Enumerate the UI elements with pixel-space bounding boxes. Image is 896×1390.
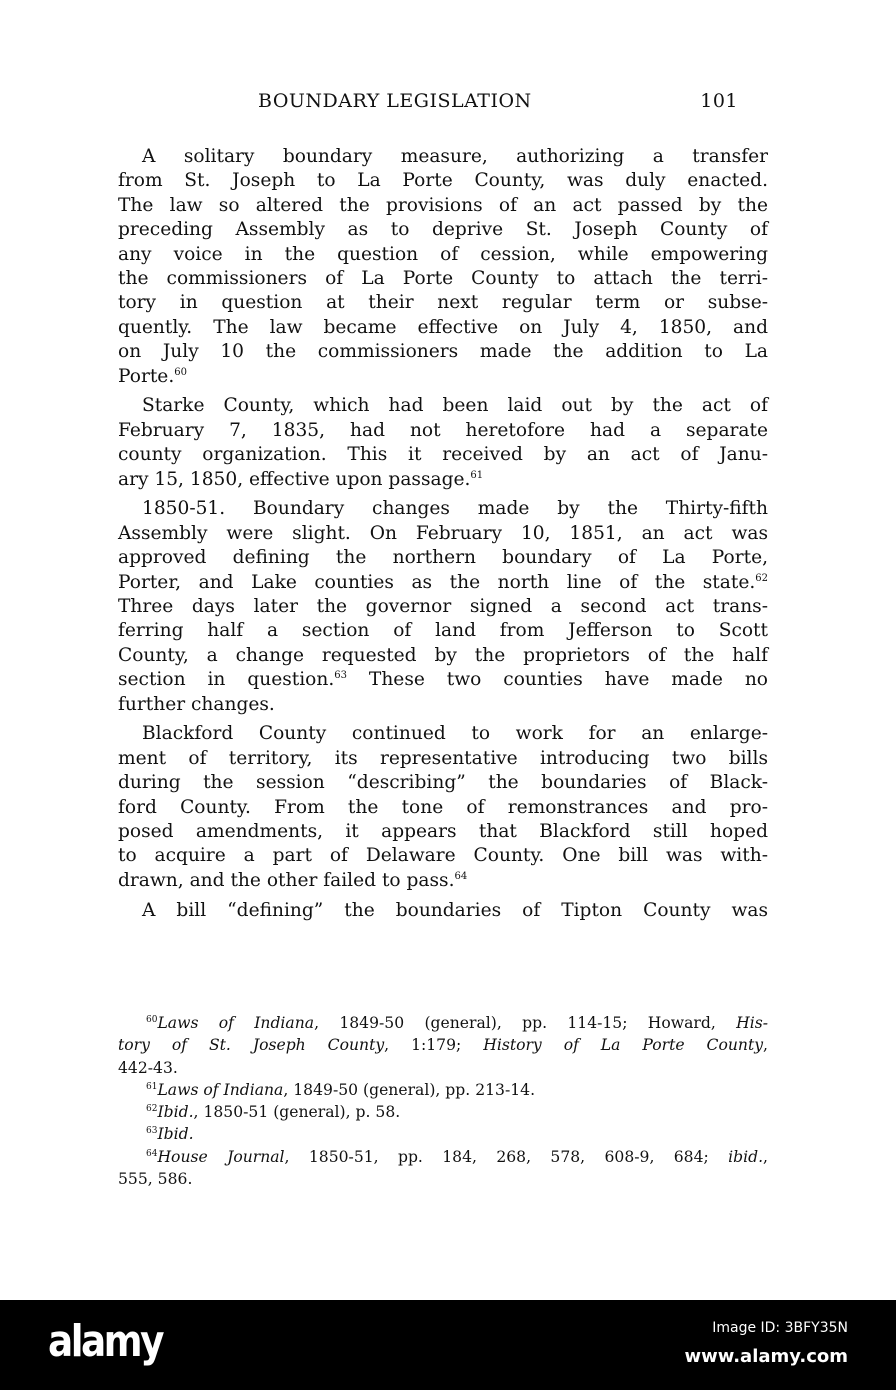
line-text: 1850-51. Boundary changes made by the Thirty-fifth: [142, 498, 768, 520]
footnote-text: History of La Porte County: [483, 1036, 764, 1055]
running-header: [118, 90, 738, 118]
paragraph: [118, 145, 768, 389]
footnote: [118, 1123, 768, 1145]
text-line: [118, 619, 768, 643]
footnote: [118, 1079, 768, 1101]
footnote-number: 63: [146, 1126, 158, 1137]
line-text: Three days later the governor signed a second act trans-: [118, 596, 768, 618]
footnote: [118, 1012, 768, 1079]
footnote-number: 61: [146, 1081, 158, 1092]
text-line: [118, 243, 768, 267]
footnote-ref: 63: [334, 670, 347, 682]
footnote-text: House Journal: [157, 1147, 285, 1166]
line-text: ary 15, 1850, effective upon passage.: [118, 468, 471, 490]
footnote-text: , 1850-51 (general), p. 58.: [193, 1103, 401, 1122]
footnote-text: 442-43.: [118, 1058, 178, 1077]
text-line: [118, 169, 768, 193]
footnote-text: , 1849-50 (general), pp. 213-14.: [283, 1080, 536, 1099]
footnote-number: 62: [146, 1104, 158, 1115]
line-text: during the session “describing” the boundaries of Black-: [118, 772, 768, 794]
footnote-ref: 62: [755, 572, 768, 584]
line-text: These two counties have made no: [347, 669, 768, 691]
line-text: Starke County, which had been laid out by the act of: [142, 395, 768, 417]
footnote-ref: 61: [470, 469, 484, 481]
line-text: drawn, and the other failed to pass.: [118, 869, 455, 891]
text-line: [118, 194, 768, 218]
footnote-ref: 64: [454, 870, 468, 882]
text-line: [118, 419, 768, 443]
paragraph: [118, 722, 768, 893]
text-line: [118, 722, 768, 746]
footnote-line: [118, 1146, 768, 1168]
footnote-line: [118, 1101, 768, 1123]
line-text: Blackford County continued to work for an enlarge-: [142, 723, 768, 745]
line-text: posed amendments, it appears that Blackford still hoped: [118, 821, 768, 843]
footnote-line: [118, 1057, 768, 1079]
line-text: Assembly were slight. On February 10, 1851, an act was: [118, 522, 768, 544]
line-text: ford County. From the tone of remonstrances and pro-: [118, 796, 768, 818]
footnote-ref: 60: [174, 366, 187, 378]
text-line: [118, 291, 768, 315]
page-number: 101: [700, 90, 738, 112]
footnote: [118, 1101, 768, 1123]
footnote-line: [118, 1123, 768, 1145]
text-line: [118, 899, 768, 923]
line-text: ferring half a section of land from Jefferson to Scott: [118, 620, 768, 642]
line-text: section in question.: [118, 669, 335, 691]
text-line: [118, 522, 768, 546]
footnote-text: ibid.: [728, 1147, 764, 1166]
paragraph: [118, 899, 768, 923]
text-line: [118, 747, 768, 771]
text-line: [118, 820, 768, 844]
image-id: Image ID: 3BFY35N: [712, 1320, 848, 1336]
footnote-text: tory of St. Joseph County: [118, 1036, 385, 1055]
line-text: from St. Joseph to La Porte County, was duly enacted.: [118, 170, 768, 192]
footnote-line: [118, 1079, 768, 1101]
text-line: [118, 595, 768, 619]
footnote-text: Ibid.: [157, 1125, 194, 1144]
text-line: [118, 468, 768, 492]
text-line: [118, 218, 768, 242]
line-text: Porte.: [118, 365, 175, 387]
line-text: any voice in the question of cession, while empowering: [118, 243, 768, 265]
text-line: [118, 497, 768, 521]
footnote-number: 60: [146, 1015, 158, 1025]
text-line: [118, 644, 768, 668]
line-text: approved defining the northern boundary of La Porte,: [118, 547, 768, 569]
text-line: [118, 340, 768, 364]
text-line: [118, 267, 768, 291]
line-text: the commissioners of La Porte County to attach the terri-: [118, 267, 768, 289]
footnote-text: His-: [736, 1014, 768, 1032]
alamy-logo: alamy: [48, 1316, 162, 1367]
footnote-line: [118, 1168, 768, 1190]
footnote-text: Ibid.: [157, 1103, 194, 1122]
line-text: County, a change requested by the proprietors of the half: [118, 644, 768, 666]
line-text: county organization. This it received by an act of Janu-: [118, 444, 768, 466]
footnote-number: 64: [146, 1148, 158, 1159]
text-line: [118, 145, 768, 169]
footnote-text: , 1849-50 (general), pp. 114-15; Howard,: [314, 1014, 737, 1032]
line-text: to acquire a part of Delaware County. One bill was with-: [118, 845, 768, 867]
text-line: [118, 668, 768, 692]
line-text: A solitary boundary measure, authorizing a transfer: [142, 146, 768, 167]
text-line: [118, 571, 768, 595]
line-text: quently. The law became effective on July 4, 1850, and: [118, 316, 768, 338]
text-line: [118, 796, 768, 820]
site-url: www.alamy.com: [684, 1346, 848, 1367]
line-text: The law so altered the provisions of an act passed by the: [118, 194, 768, 216]
line-text: further changes.: [118, 693, 275, 715]
footnote-line: [118, 1034, 768, 1056]
text-line: [118, 869, 768, 893]
footnote-text: 555, 586.: [118, 1170, 193, 1189]
running-title: BOUNDARY LEGISLATION: [258, 90, 532, 112]
footnotes: [118, 1012, 768, 1190]
body-text: [118, 145, 768, 929]
text-line: [118, 771, 768, 795]
line-text: tory in question at their next regular term or subse-: [118, 292, 768, 314]
paragraph: [118, 394, 768, 492]
paragraph: [118, 497, 768, 717]
text-line: [118, 394, 768, 418]
watermark-bar: [0, 1300, 896, 1390]
line-text: A bill “defining” the boundaries of Tipton County was: [142, 899, 768, 921]
line-text: ment of territory, its representative introducing two bills: [118, 747, 768, 769]
line-text: Porter, and Lake counties as the north line of the state.: [118, 571, 756, 593]
line-text: February 7, 1835, had not heretofore had a separate: [118, 419, 768, 441]
footnote-text: ,: [763, 1147, 769, 1166]
text-line: [118, 844, 768, 868]
text-line: [118, 693, 768, 717]
footnote-text: , 1:179;: [384, 1036, 484, 1055]
line-text: preceding Assembly as to deprive St. Joseph County of: [118, 219, 768, 241]
text-line: [118, 316, 768, 340]
footnote-line: [118, 1012, 768, 1034]
footnote-text: ,: [763, 1036, 768, 1055]
line-text: on July 10 the commissioners made the addition to La: [118, 341, 768, 363]
footnote-text: , 1850-51, pp. 184, 268, 578, 608-9, 684;: [284, 1147, 729, 1166]
text-line: [118, 443, 768, 467]
text-line: [118, 546, 768, 570]
text-line: [118, 365, 768, 389]
footnote-text: Laws of Indiana: [157, 1014, 315, 1032]
footnote-text: Laws of Indiana: [157, 1080, 284, 1099]
footnote: [118, 1146, 768, 1191]
